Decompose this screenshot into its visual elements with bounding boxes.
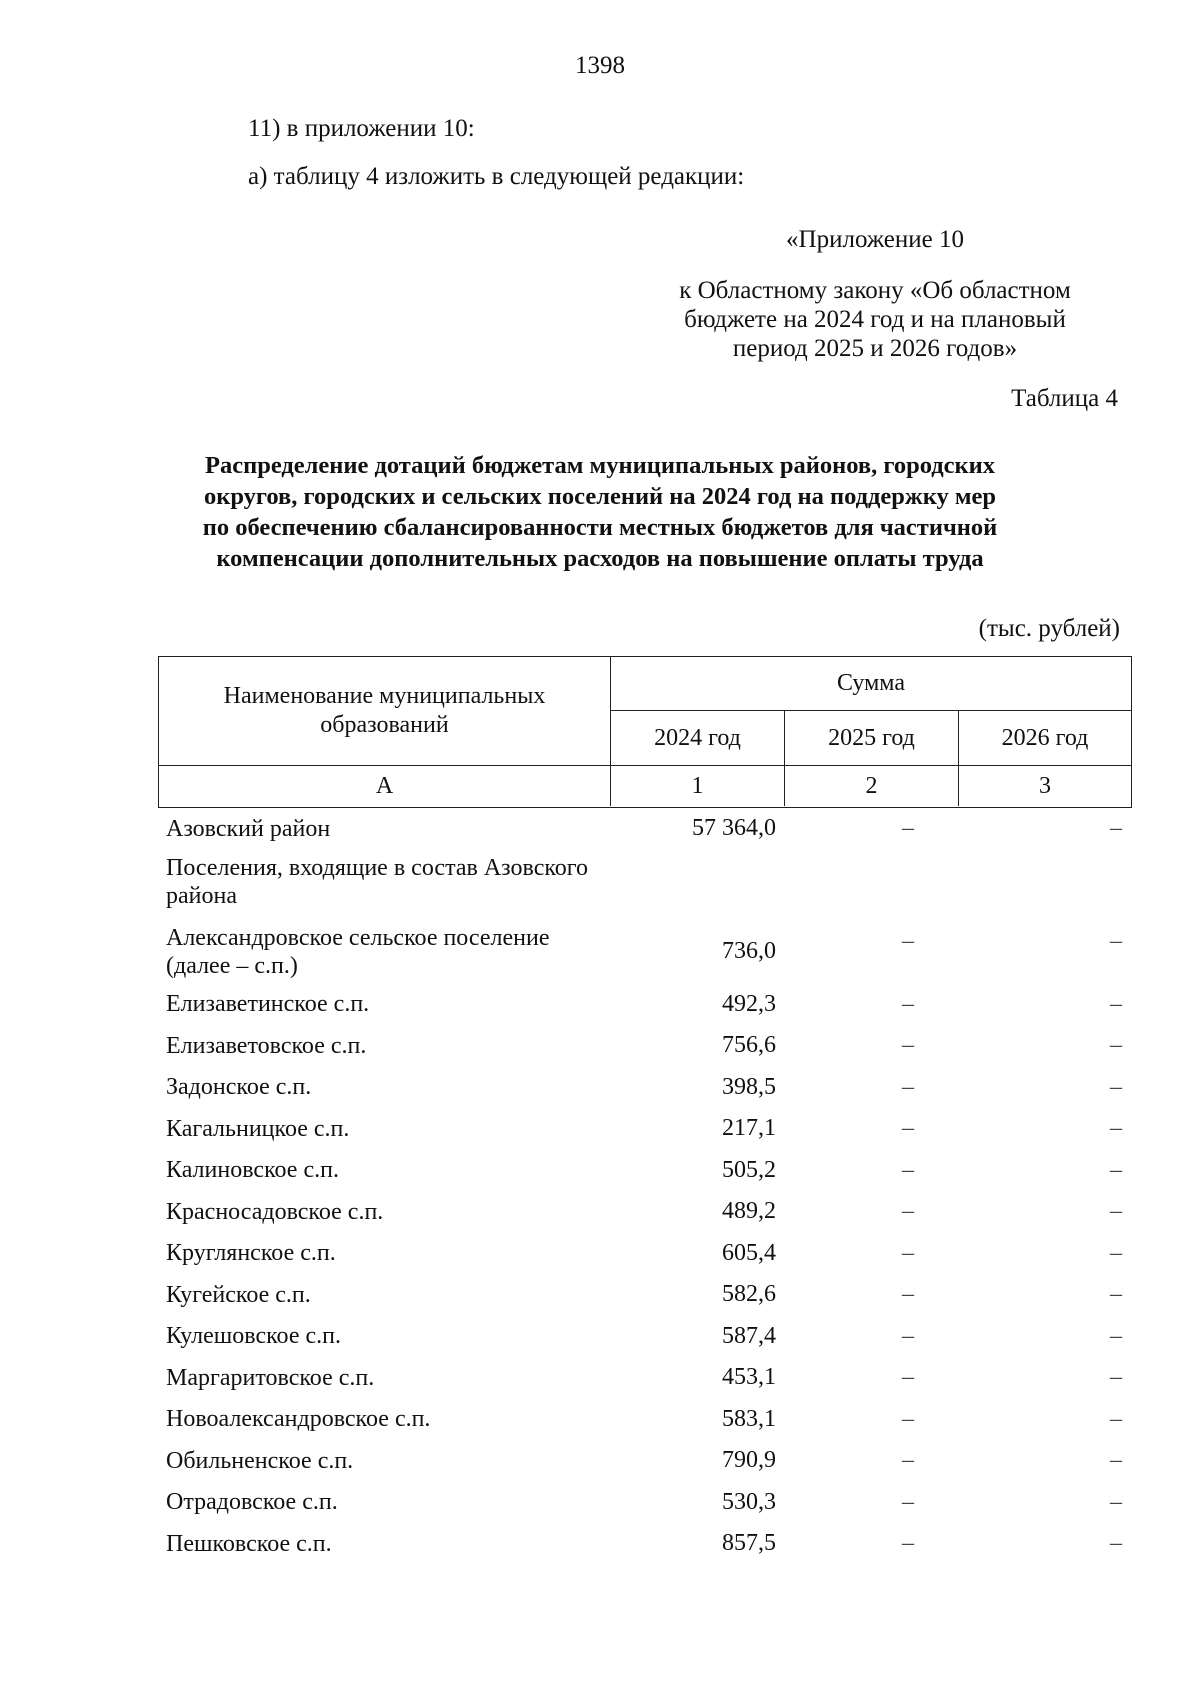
row-name: Азовский район [166, 815, 331, 842]
table-row [158, 850, 1132, 914]
row-value-2025: – [902, 1364, 914, 1391]
row-name: Новоалександровское с.п. [166, 1406, 431, 1433]
row-value-2025: – [902, 1073, 914, 1100]
table-row [158, 1357, 1132, 1399]
row-name: Кагальницкое с.п. [166, 1115, 350, 1142]
row-value-2024: 583,1 [722, 1405, 776, 1432]
row-value-2024: 605,4 [722, 1239, 776, 1266]
header-code-a: А [159, 766, 611, 806]
document-title [120, 450, 1080, 574]
row-value-2024: 582,6 [722, 1281, 776, 1308]
header-name-line-1: Наименование муниципальных [223, 683, 546, 709]
row-value-2025: – [902, 1032, 914, 1059]
row-name: Задонское с.п. [166, 1074, 312, 1101]
row-value-2024: 492,3 [722, 990, 776, 1017]
header-year-2024: 2024 год [611, 711, 785, 765]
row-value-2025: – [902, 1322, 914, 1349]
row-name: Елизаветовское с.п. [166, 1032, 367, 1059]
row-value-2025: – [902, 927, 914, 954]
header-code-row [159, 765, 1131, 806]
table-row [158, 1150, 1132, 1192]
row-name: Кулешовское с.п. [166, 1323, 341, 1350]
header-name-line-2: образований [320, 712, 449, 738]
row-value-2026: – [1110, 1239, 1122, 1266]
row-name: Александровское сельское поселение (далее – с.п.) [166, 924, 550, 979]
header-year-2026: 2026 год [1001, 724, 1089, 751]
row-name: Обильненское с.п. [166, 1447, 354, 1474]
row-value-2025: – [902, 1447, 914, 1474]
row-name: Круглянское с.п. [166, 1240, 336, 1267]
title-line-1: Распределение дотаций бюджетам муниципальных районов, городских [204, 452, 996, 479]
page-number: 1398 [575, 52, 625, 79]
row-value-2026: – [1110, 1364, 1122, 1391]
row-value-2026: – [1110, 1447, 1122, 1474]
row-name: Елизаветинское с.п. [166, 991, 370, 1018]
row-value-2026: – [1110, 1198, 1122, 1225]
row-value-2025: – [902, 1281, 914, 1308]
row-name: Отрадовское с.п. [166, 1489, 338, 1516]
row-value-2024: 57 364,0 [692, 815, 776, 842]
appendix-ref-line-3: период 2025 и 2026 годов» [732, 335, 1018, 362]
row-value-2024: 857,5 [722, 1530, 776, 1557]
row-value-2025: – [902, 815, 914, 842]
row-value-2026: – [1110, 1322, 1122, 1349]
row-value-2026: – [1110, 815, 1122, 842]
row-value-2025: – [902, 1115, 914, 1142]
row-name: Поселения, входящие в состав Азовского района [166, 854, 589, 909]
row-value-2026: – [1110, 1405, 1122, 1432]
appendix-reference [640, 225, 1110, 363]
header-sum-cell: Сумма [611, 657, 1131, 711]
row-value-2024: 453,1 [722, 1364, 776, 1391]
row-value-2024: 489,2 [722, 1198, 776, 1225]
table-row [158, 1523, 1132, 1565]
row-value-2026: – [1110, 1488, 1122, 1515]
header-year-2025: 2025 год [785, 711, 959, 765]
header-code-3: 3 [1039, 772, 1051, 799]
table-row [158, 1025, 1132, 1067]
title-line-2: округов, городских и сельских поселений на 2024 год на поддержку мер [203, 483, 997, 510]
units-label: (тыс. рублей) [978, 615, 1120, 642]
row-value-2024: 530,3 [722, 1488, 776, 1515]
row-value-2026: – [1110, 1156, 1122, 1183]
table-label: Таблица 4 [1011, 385, 1118, 412]
table-header [158, 656, 1132, 808]
table-row [158, 1482, 1132, 1524]
table-row [158, 1233, 1132, 1275]
row-name: Калиновское с.п. [166, 1157, 339, 1184]
table-row [158, 808, 1132, 850]
header-code-2: 2 [785, 766, 959, 806]
table-row [158, 984, 1132, 1026]
table-row [158, 1067, 1132, 1109]
row-value-2025: – [902, 1405, 914, 1432]
table-row [158, 1399, 1132, 1441]
row-value-2024: 217,1 [722, 1115, 776, 1142]
header-code-1: 1 [611, 766, 785, 806]
row-value-2025: – [902, 1156, 914, 1183]
row-value-2026: – [1110, 990, 1122, 1017]
row-value-2025: – [902, 1239, 914, 1266]
table-row [158, 1108, 1132, 1150]
row-value-2026: – [1110, 927, 1122, 954]
table-row [158, 1191, 1132, 1233]
row-value-2024: 736,0 [722, 938, 776, 964]
row-value-2026: – [1110, 1530, 1122, 1557]
header-name-cell [159, 657, 611, 765]
row-value-2025 [784, 850, 958, 858]
appendix-ref-line-2: бюджете на 2024 год и на плановый [684, 306, 1066, 333]
row-name: Маргаритовское с.п. [166, 1364, 375, 1391]
title-line-4: компенсации дополнительных расходов на повышение оплаты труда [216, 545, 984, 572]
row-value-2025: – [902, 1530, 914, 1557]
row-value-2024: 756,6 [722, 1032, 776, 1059]
row-value-2026: – [1110, 1115, 1122, 1142]
table-row [158, 1316, 1132, 1358]
row-name: Кугейское с.п. [166, 1281, 311, 1308]
row-value-2026: – [1110, 1032, 1122, 1059]
table-row [158, 1274, 1132, 1316]
row-value-2025: – [902, 1198, 914, 1225]
row-value-2024: 505,2 [722, 1156, 776, 1183]
table-row [158, 920, 1132, 984]
row-name: Пешковское с.п. [166, 1530, 332, 1557]
title-line-3: по обеспечению сбалансированности местных бюджетов для частичной [202, 514, 998, 541]
intro-line-2: а) таблицу 4 изложить в следующей редакции: [248, 163, 745, 190]
row-name: Красносадовское с.п. [166, 1198, 384, 1225]
row-value-2026 [958, 850, 1130, 858]
row-value-2025: – [902, 990, 914, 1017]
row-value-2024: 587,4 [722, 1322, 776, 1349]
intro-line-1: 11) в приложении 10: [248, 115, 475, 142]
row-value-2024: 398,5 [722, 1073, 776, 1100]
row-value-2024: 790,9 [722, 1447, 776, 1474]
appendix-title: «Приложение 10 [786, 226, 964, 253]
row-value-2026: – [1110, 1281, 1122, 1308]
row-value-2025: – [902, 1488, 914, 1515]
row-value-2026: – [1110, 1073, 1122, 1100]
appendix-ref-line-1: к Областному закону «Об областном [679, 277, 1071, 304]
table-row [158, 1440, 1132, 1482]
table-body [158, 808, 1132, 1565]
